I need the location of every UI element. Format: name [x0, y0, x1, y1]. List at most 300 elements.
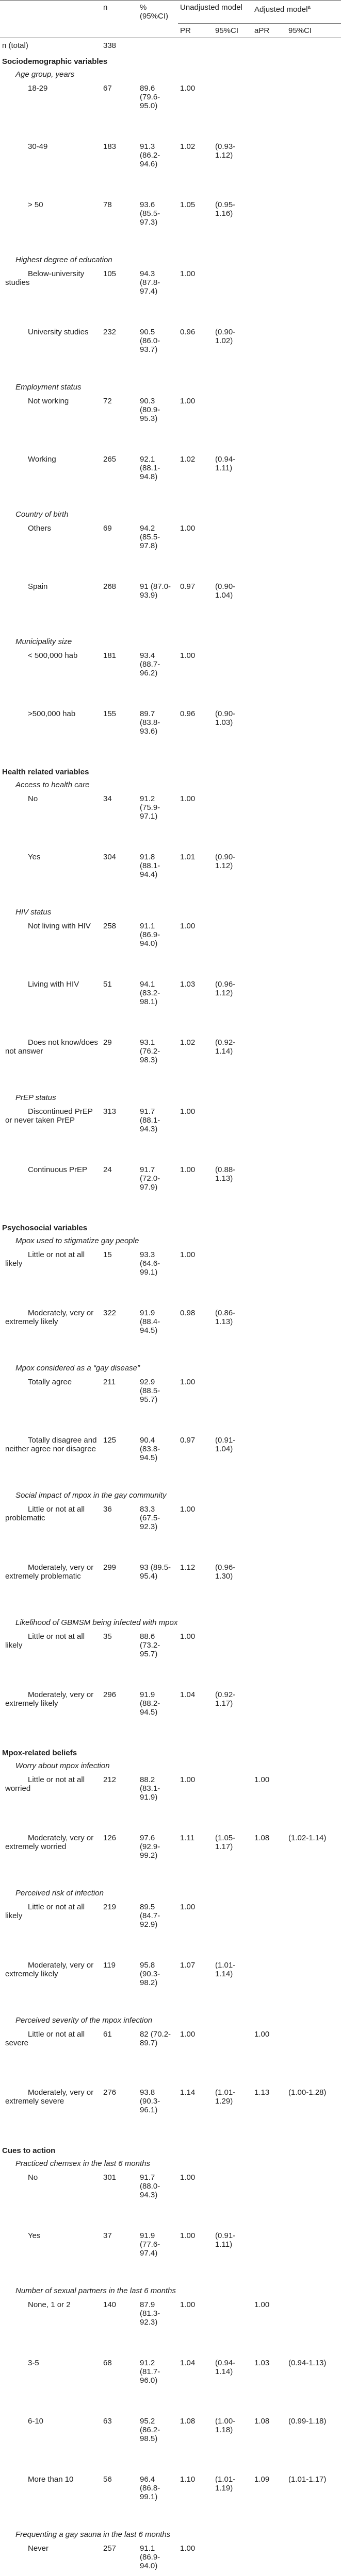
ci-adjusted-cell — [286, 520, 341, 578]
apr-cell — [252, 1686, 286, 1744]
pr-cell: 1.00 — [178, 1899, 213, 1957]
pr-cell: 0.97 — [178, 1432, 213, 1490]
header-adjusted-footnote-mark: a — [307, 5, 311, 10]
pr-cell: 1.05 — [178, 196, 213, 255]
table-row — [0, 393, 341, 451]
ci-adjusted-cell — [286, 1899, 341, 1957]
ci-unadjusted-cell — [213, 2169, 252, 2227]
table-header — [0, 1, 341, 53]
apr-cell — [252, 976, 286, 1034]
apr-cell — [252, 1103, 286, 1161]
n-cell: 61 — [101, 2026, 138, 2084]
variable-label: Mpox used to stigmatize gay people — [0, 1235, 341, 1246]
header-blank-4 — [138, 23, 178, 38]
n-cell: 56 — [101, 2471, 138, 2529]
section-title: Psychosocial variables — [0, 1219, 341, 1235]
ci-unadjusted-cell — [213, 1103, 252, 1161]
ci-adjusted-cell — [286, 1771, 341, 1829]
pr-cell: 1.12 — [178, 1559, 213, 1617]
apr-cell — [252, 393, 286, 451]
percent-cell: 89.5 (84.7-92.9) — [138, 1899, 178, 1957]
category-label: Not working — [0, 393, 101, 451]
n-total-label: n (total) — [0, 38, 101, 53]
n-cell: 299 — [101, 1559, 138, 1617]
ci-adjusted-cell — [286, 647, 341, 705]
ci-unadjusted-cell — [213, 1246, 252, 1304]
n-cell: 67 — [101, 80, 138, 138]
ci-adjusted-cell — [286, 1432, 341, 1490]
percent-cell: 91.7 (88.0-94.3) — [138, 2169, 178, 2227]
percent-cell: 91.3 (86.2-94.6) — [138, 138, 178, 196]
percent-cell: 95.2 (86.2-98.5) — [138, 2413, 178, 2471]
apr-cell — [252, 520, 286, 578]
table-row — [0, 1103, 341, 1161]
variable-row — [0, 1760, 341, 1771]
category-label: Not living with HIV — [0, 918, 101, 976]
ci-unadjusted-cell — [213, 265, 252, 324]
ci-unadjusted-cell: (1.00-1.18) — [213, 2413, 252, 2471]
variable-label: Highest degree of education — [0, 255, 341, 265]
category-label: Working — [0, 451, 101, 509]
apr-cell — [252, 2169, 286, 2227]
apr-cell — [252, 1161, 286, 1219]
variable-label: Practiced chemsex in the last 6 months — [0, 2158, 341, 2169]
table-row — [0, 324, 341, 382]
category-label: Below-university studies — [0, 265, 101, 324]
pr-cell: 1.08 — [178, 2413, 213, 2471]
percent-cell: 89.7 (83.8-93.6) — [138, 705, 178, 764]
pr-cell: 1.14 — [178, 2084, 213, 2142]
category-label: Discontinued PrEP or never taken PrEP — [0, 1103, 101, 1161]
apr-cell — [252, 578, 286, 636]
table-row — [0, 451, 341, 509]
n-cell: 155 — [101, 705, 138, 764]
ci-unadjusted-cell — [213, 2026, 252, 2084]
category-label: Yes — [0, 849, 101, 907]
table-row — [0, 918, 341, 976]
header-adjusted-model-label: Adjusted model — [254, 5, 307, 14]
pr-cell: 1.00 — [178, 1103, 213, 1161]
variable-row — [0, 1490, 341, 1501]
ci-unadjusted-cell: (0.91-1.11) — [213, 2227, 252, 2285]
table-row — [0, 1628, 341, 1686]
ci-unadjusted-cell — [213, 790, 252, 849]
n-cell: 212 — [101, 1771, 138, 1829]
ci-unadjusted-cell: (1.01-1.29) — [213, 2084, 252, 2142]
table-row — [0, 1034, 341, 1092]
pr-cell: 1.03 — [178, 976, 213, 1034]
percent-cell: 91.2 (81.7-96.0) — [138, 2354, 178, 2413]
n-cell: 24 — [101, 1161, 138, 1219]
table-row — [0, 1432, 341, 1490]
table-row — [0, 1559, 341, 1617]
ci-unadjusted-cell — [213, 647, 252, 705]
percent-cell: 96.4 (86.8-99.1) — [138, 2471, 178, 2529]
pr-cell: 1.00 — [178, 265, 213, 324]
section-row — [0, 1219, 341, 1235]
section-row — [0, 2142, 341, 2158]
pr-cell: 0.96 — [178, 705, 213, 764]
category-label: Little or not at all severe — [0, 2026, 101, 2084]
table-row — [0, 1501, 341, 1559]
ci-adjusted-cell — [286, 1686, 341, 1744]
section-title: Health related variables — [0, 764, 341, 779]
ci-adjusted-cell — [286, 138, 341, 196]
pr-cell: 0.97 — [178, 578, 213, 636]
category-label: Little or not at all likely — [0, 1246, 101, 1304]
variable-label: HIV status — [0, 907, 341, 918]
pr-cell: 0.96 — [178, 324, 213, 382]
ci-unadjusted-cell: (0.91-1.04) — [213, 1432, 252, 1490]
variable-row — [0, 2015, 341, 2026]
category-label: Moderately, very or extremely likely — [0, 1304, 101, 1363]
apr-cell: 1.13 — [252, 2084, 286, 2142]
ci-adjusted-cell — [286, 1374, 341, 1432]
percent-cell: 91.1 (86.9-94.0) — [138, 2540, 178, 2576]
variable-label: PrEP status — [0, 1092, 341, 1103]
ci-unadjusted-cell — [213, 1899, 252, 1957]
ci-adjusted-cell — [286, 1103, 341, 1161]
apr-cell — [252, 705, 286, 764]
apr-cell — [252, 918, 286, 976]
n-cell: 126 — [101, 1829, 138, 1888]
pr-cell: 1.00 — [178, 1628, 213, 1686]
table-row — [0, 790, 341, 849]
n-cell: 69 — [101, 520, 138, 578]
ci-unadjusted-cell: (0.96-1.12) — [213, 976, 252, 1034]
category-label: 18-29 — [0, 80, 101, 138]
n-total-value: 338 — [101, 38, 138, 53]
variable-label: Age group, years — [0, 69, 341, 80]
ci-adjusted-cell — [286, 790, 341, 849]
pr-cell: 1.00 — [178, 520, 213, 578]
category-label: Does not know/does not answer — [0, 1034, 101, 1092]
variable-row — [0, 1092, 341, 1103]
table-row — [0, 2471, 341, 2529]
table-row — [0, 1957, 341, 2015]
ci-adjusted-cell: (1.00-1.28) — [286, 2084, 341, 2142]
category-label: Yes — [0, 2227, 101, 2285]
n-cell: 258 — [101, 918, 138, 976]
percent-cell: 93.8 (90.3-96.1) — [138, 2084, 178, 2142]
n-cell: 276 — [101, 2084, 138, 2142]
ci-adjusted-cell — [286, 1304, 341, 1363]
table-row — [0, 1899, 341, 1957]
ci-unadjusted-cell: (0.90-1.02) — [213, 324, 252, 382]
variable-row — [0, 255, 341, 265]
ci-adjusted-cell — [286, 324, 341, 382]
ci-adjusted-cell — [286, 1501, 341, 1559]
n-cell: 301 — [101, 2169, 138, 2227]
variable-row — [0, 1235, 341, 1246]
pr-cell: 1.00 — [178, 1161, 213, 1219]
category-label: Little or not at all problematic — [0, 1501, 101, 1559]
apr-cell — [252, 790, 286, 849]
n-cell: 257 — [101, 2540, 138, 2576]
pr-cell: 1.02 — [178, 451, 213, 509]
header-blank-2 — [0, 23, 101, 38]
apr-cell — [252, 265, 286, 324]
ci-adjusted-cell: (1.01-1.17) — [286, 2471, 341, 2529]
ci-unadjusted-cell — [213, 2540, 252, 2576]
apr-cell — [252, 196, 286, 255]
table-row — [0, 849, 341, 907]
pr-cell: 1.00 — [178, 1246, 213, 1304]
header-n: n — [101, 1, 138, 24]
category-label: Spain — [0, 578, 101, 636]
percent-cell: 91.9 (88.4-94.5) — [138, 1304, 178, 1363]
ci-adjusted-cell — [286, 1628, 341, 1686]
apr-cell — [252, 647, 286, 705]
table-row — [0, 1304, 341, 1363]
n-cell: 34 — [101, 790, 138, 849]
apr-cell — [252, 138, 286, 196]
table-row — [0, 2026, 341, 2084]
header-unadjusted-model: Unadjusted model — [178, 1, 252, 24]
percent-cell: 94.2 (85.5-97.8) — [138, 520, 178, 578]
percent-cell: 93 (89.5-95.4) — [138, 1559, 178, 1617]
ci-adjusted-cell — [286, 578, 341, 636]
n-cell: 105 — [101, 265, 138, 324]
n-cell: 181 — [101, 647, 138, 705]
category-label: Moderately, very or extremely problematic — [0, 1559, 101, 1617]
variable-row — [0, 2529, 341, 2540]
ci-adjusted-cell — [286, 2296, 341, 2354]
ci-unadjusted-cell: (1.01-1.19) — [213, 2471, 252, 2529]
pr-cell: 1.04 — [178, 1686, 213, 1744]
apr-cell — [252, 80, 286, 138]
percent-cell: 93.6 (85.5-97.3) — [138, 196, 178, 255]
section-title: Cues to action — [0, 2142, 341, 2158]
variable-label: Worry about mpox infection — [0, 1760, 341, 1771]
pr-cell: 1.02 — [178, 138, 213, 196]
ci-adjusted-cell — [286, 1957, 341, 2015]
apr-cell — [252, 1899, 286, 1957]
ci-adjusted-cell — [286, 265, 341, 324]
percent-cell: 89.6 (79.6-95.0) — [138, 80, 178, 138]
variable-label: Likelihood of GBMSM being infected with mpox — [0, 1617, 341, 1628]
percent-cell: 93.1 (76.2-98.3) — [138, 1034, 178, 1092]
percent-cell: 92.9 (88.5-95.7) — [138, 1374, 178, 1432]
apr-cell — [252, 1559, 286, 1617]
pr-cell: 1.00 — [178, 2227, 213, 2285]
ci-adjusted-cell — [286, 196, 341, 255]
table-row — [0, 705, 341, 764]
percent-cell: 93.4 (88.7-96.2) — [138, 647, 178, 705]
percent-cell: 91.1 (86.9-94.0) — [138, 918, 178, 976]
ci-unadjusted-cell — [213, 1501, 252, 1559]
variable-row — [0, 779, 341, 790]
header-apr: aPR — [252, 23, 286, 38]
ci-unadjusted-cell: (0.92-1.14) — [213, 1034, 252, 1092]
category-label: Moderately, very or extremely likely — [0, 1686, 101, 1744]
pr-cell: 1.00 — [178, 790, 213, 849]
n-cell: 119 — [101, 1957, 138, 2015]
n-cell: 37 — [101, 2227, 138, 2285]
pr-cell: 1.00 — [178, 647, 213, 705]
header-ci-adjusted: 95%CI — [286, 23, 341, 38]
variable-row — [0, 382, 341, 393]
apr-cell — [252, 1957, 286, 2015]
category-label: University studies — [0, 324, 101, 382]
ci-unadjusted-cell — [213, 1374, 252, 1432]
n-cell: 322 — [101, 1304, 138, 1363]
table-row — [0, 2354, 341, 2413]
variable-row — [0, 509, 341, 520]
pr-cell: 1.00 — [178, 2540, 213, 2576]
category-label: Living with HIV — [0, 976, 101, 1034]
ci-adjusted-cell: (0.99-1.18) — [286, 2413, 341, 2471]
apr-cell: 1.00 — [252, 1771, 286, 1829]
n-cell: 29 — [101, 1034, 138, 1092]
pr-cell: 1.00 — [178, 918, 213, 976]
pr-cell: 1.00 — [178, 1771, 213, 1829]
section-row — [0, 764, 341, 779]
table-row — [0, 80, 341, 138]
n-cell: 15 — [101, 1246, 138, 1304]
apr-cell — [252, 2540, 286, 2576]
percent-cell: 87.9 (81.3-92.3) — [138, 2296, 178, 2354]
category-label: Totally agree — [0, 1374, 101, 1432]
variable-row — [0, 636, 341, 647]
table-row — [0, 2413, 341, 2471]
apr-cell — [252, 1304, 286, 1363]
variable-label: Mpox considered as a “gay disease” — [0, 1363, 341, 1374]
apr-cell — [252, 451, 286, 509]
table-row — [0, 265, 341, 324]
n-cell: 268 — [101, 578, 138, 636]
category-label: No — [0, 790, 101, 849]
ci-adjusted-cell — [286, 2169, 341, 2227]
ci-unadjusted-cell — [213, 393, 252, 451]
ci-unadjusted-cell: (0.86-1.13) — [213, 1304, 252, 1363]
apr-cell: 1.00 — [252, 2026, 286, 2084]
ci-adjusted-cell — [286, 2227, 341, 2285]
table-row — [0, 2084, 341, 2142]
section-title: Sociodemographic variables — [0, 53, 341, 69]
n-cell: 313 — [101, 1103, 138, 1161]
apr-cell: 1.03 — [252, 2354, 286, 2413]
percent-cell: 90.5 (86.0-93.7) — [138, 324, 178, 382]
category-label: < 500,000 hab — [0, 647, 101, 705]
header-pr: PR — [178, 23, 213, 38]
apr-cell: 1.08 — [252, 1829, 286, 1888]
ci-unadjusted-cell — [213, 1771, 252, 1829]
variable-row — [0, 2285, 341, 2296]
table-row — [0, 1771, 341, 1829]
category-label: Little or not at all likely — [0, 1899, 101, 1957]
variable-label: Country of birth — [0, 509, 341, 520]
n-cell: 219 — [101, 1899, 138, 1957]
pr-cell: 1.00 — [178, 1501, 213, 1559]
ci-adjusted-cell — [286, 1559, 341, 1617]
percent-cell: 94.1 (83.2-98.1) — [138, 976, 178, 1034]
table-row — [0, 976, 341, 1034]
header-row-1 — [0, 1, 341, 24]
ci-adjusted-cell — [286, 80, 341, 138]
ci-adjusted-cell — [286, 2026, 341, 2084]
table-body — [0, 53, 341, 2576]
n-cell: 36 — [101, 1501, 138, 1559]
pr-cell: 1.02 — [178, 1034, 213, 1092]
pr-cell: 1.00 — [178, 80, 213, 138]
n-cell: 296 — [101, 1686, 138, 1744]
apr-cell — [252, 1374, 286, 1432]
table-row — [0, 647, 341, 705]
ci-adjusted-cell — [286, 393, 341, 451]
category-label: 3-5 — [0, 2354, 101, 2413]
ci-adjusted-cell — [286, 1161, 341, 1219]
pr-cell: 1.10 — [178, 2471, 213, 2529]
apr-cell — [252, 849, 286, 907]
variable-row — [0, 69, 341, 80]
header-row-2 — [0, 23, 341, 38]
ci-unadjusted-cell — [213, 1628, 252, 1686]
ci-unadjusted-cell: (0.90-1.12) — [213, 849, 252, 907]
variable-label: Frequenting a gay sauna in the last 6 months — [0, 2529, 341, 2540]
percent-cell: 91.9 (88.2-94.5) — [138, 1686, 178, 1744]
ci-adjusted-cell — [286, 849, 341, 907]
pr-cell: 1.07 — [178, 1957, 213, 2015]
ci-adjusted-cell — [286, 1246, 341, 1304]
header-ci-unadjusted: 95%CI — [213, 23, 252, 38]
variable-label: Social impact of mpox in the gay community — [0, 1490, 341, 1501]
category-label: Little or not at all worried — [0, 1771, 101, 1829]
header-adjusted-model — [252, 1, 341, 24]
n-cell: 68 — [101, 2354, 138, 2413]
n-cell: 304 — [101, 849, 138, 907]
ci-unadjusted-cell: (0.94-1.14) — [213, 2354, 252, 2413]
pr-cell: 1.11 — [178, 1829, 213, 1888]
apr-cell: 1.00 — [252, 2296, 286, 2354]
variable-row — [0, 907, 341, 918]
ci-unadjusted-cell — [213, 80, 252, 138]
n-cell: 35 — [101, 1628, 138, 1686]
apr-cell — [252, 1432, 286, 1490]
percent-cell: 91.8 (88.1-94.4) — [138, 849, 178, 907]
variable-label: Employment status — [0, 382, 341, 393]
category-label: Others — [0, 520, 101, 578]
category-label: >500,000 hab — [0, 705, 101, 764]
ci-unadjusted-cell: (0.93-1.12) — [213, 138, 252, 196]
category-label: No — [0, 2169, 101, 2227]
category-label: Moderately, very or extremely likely — [0, 1957, 101, 2015]
apr-cell — [252, 2227, 286, 2285]
category-label: More than 10 — [0, 2471, 101, 2529]
header-blank — [0, 1, 101, 24]
pr-cell: 1.00 — [178, 2169, 213, 2227]
n-cell: 51 — [101, 976, 138, 1034]
table-row — [0, 1686, 341, 1744]
percent-cell: 91.2 (75.9-97.1) — [138, 790, 178, 849]
category-label: Never — [0, 2540, 101, 2576]
table-row — [0, 196, 341, 255]
percent-cell: 97.6 (92.9-99.2) — [138, 1829, 178, 1888]
variable-label: Access to health care — [0, 779, 341, 790]
percent-cell: 91.7 (88.1-94.3) — [138, 1103, 178, 1161]
ci-unadjusted-cell — [213, 520, 252, 578]
table-row — [0, 2540, 341, 2576]
n-cell: 78 — [101, 196, 138, 255]
category-label: Totally disagree and neither agree nor disagree — [0, 1432, 101, 1490]
ci-unadjusted-cell: (0.90-1.04) — [213, 578, 252, 636]
ci-adjusted-cell — [286, 705, 341, 764]
percent-cell: 88.2 (83.1-91.9) — [138, 1771, 178, 1829]
table-row — [0, 1374, 341, 1432]
apr-cell: 1.08 — [252, 2413, 286, 2471]
percent-cell: 90.4 (83.8-94.5) — [138, 1432, 178, 1490]
n-total-row — [0, 38, 341, 53]
